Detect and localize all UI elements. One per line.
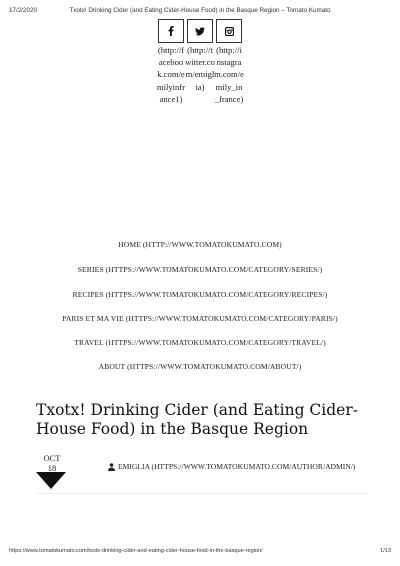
nav-recipes[interactable]: RECIPES (HTTPS://WWW.TOMATOKUMATO.COM/CATEGORY/RECIPES/) [72,290,328,299]
nav-paris-et-ma-vie[interactable]: PARIS ET MA VIE (HTTPS://WWW.TOMATOKUMATO.COM/CATEGORY/PARIS/) [62,314,338,323]
twitter-link-text[interactable]: (http://twitter.com/emiglia) [185,45,215,92]
print-url: https://www.tomatokumato.com/txotx-drinking-cider-and-eating-cider-house-food-in-the-basque-region/ [9,548,263,554]
post-date-day[interactable]: 18 [47,463,57,473]
social-links [158,19,242,139]
post-date [38,453,66,473]
twitter-button[interactable] [187,19,213,43]
article-title: Txotx! Drinking Cider (and Eating Cider-House Food) in the Basque Region [36,401,358,438]
print-page-title: Txotx! Drinking Cider (and Eating Cider-House Food) in the Basque Region – Tomato Kumato [69,7,331,14]
print-footer [9,548,391,560]
print-header [9,7,391,19]
divider [36,493,368,494]
social-twitter[interactable] [187,19,213,93]
print-date: 17/2/2020 [9,7,38,14]
user-icon [108,463,115,471]
post-author[interactable] [108,462,355,471]
post-date-month: OCT [43,453,61,463]
nav-about[interactable]: ABOUT (HTTPS://WWW.TOMATOKUMATO.COM/ABOUT/) [98,362,302,371]
print-page-number: 1/13 [380,548,391,554]
instagram-link-text[interactable]: (http://instagram.com/emily_in_france) [214,45,244,104]
instagram-button[interactable] [216,19,242,43]
nav-travel[interactable]: TRAVEL (HTTPS://WWW.TOMATOKUMATO.COM/CATEGORY/TRAVEL/) [74,338,326,347]
nav-home[interactable]: HOME (HTTP://WWW.TOMATOKUMATO.COM) [118,240,282,249]
twitter-icon [195,27,205,36]
facebook-link-text[interactable]: (http://facebook.com/emilyinfrance1) [156,45,186,104]
author-link[interactable]: EMIGLIA (HTTPS://WWW.TOMATOKUMATO.COM/AUTHOR/ADMIN/) [118,462,356,471]
date-arrow-icon [36,472,66,489]
facebook-button[interactable] [158,19,184,43]
social-facebook[interactable] [158,19,184,105]
social-instagram[interactable] [216,19,242,105]
nav-series[interactable]: SERIES (HTTPS://WWW.TOMATOKUMATO.COM/CATEGORY/SERIES/) [77,265,323,274]
facebook-icon [167,26,175,36]
instagram-icon [225,27,234,36]
